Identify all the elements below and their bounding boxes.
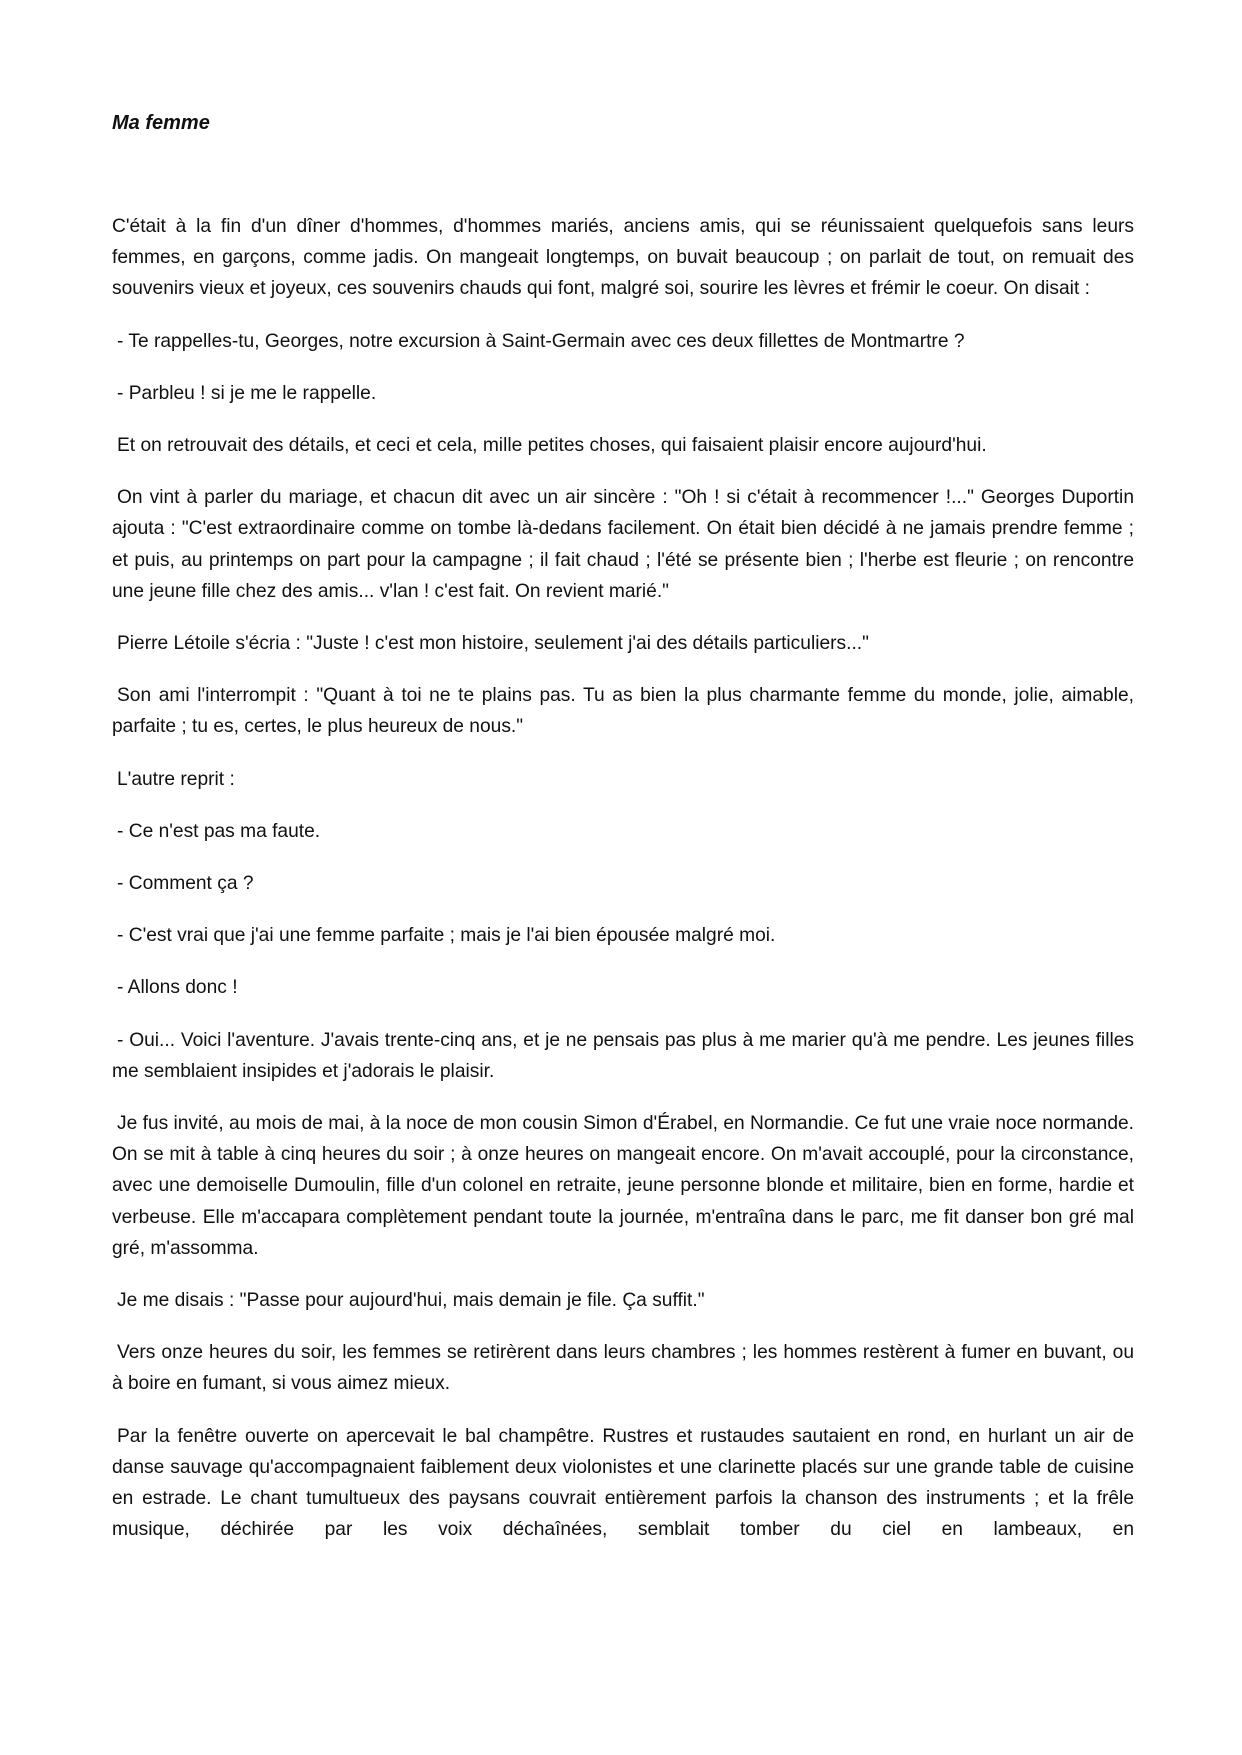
paragraph: - Ce n'est pas ma faute. xyxy=(117,820,321,842)
document-body xyxy=(112,211,1134,1546)
paragraph: Vers onze heures du soir, les femmes se retirèrent dans leurs chambres ; les hommes restèrent à fumer en buvant, ou à boire en fumant, si vous aimez mieux. xyxy=(112,1342,1134,1395)
paragraph: - Comment ça ? xyxy=(117,873,254,895)
paragraph: C'était à la fin d'un dîner d'hommes, d'hommes mariés, anciens amis, qui se réunissaient quelquefois sans leurs femmes, en garçons, comme jadis. On mangeait longtemps, on buvait beaucoup ; on parlait de tout, on remuait des souvenirs vieux et joyeux, ces souvenirs chauds qui font, malgré soi, sourire les lèvres et frémir le coeur. On disait : xyxy=(112,216,1134,300)
paragraph: On vint à parler du mariage, et chacun dit avec un air sincère : "Oh ! si c'était à recommencer !..." Georges Duportin ajouta : "C'est extraordinaire comme on tombe là-dedans facilement. On était bien décidé à ne jamais prendre femme ; et puis, au printemps on part pour la campagne ; il fait chaud ; l'été se présente bien ; l'herbe est fleurie ; on rencontre une jeune fille chez des amis... v'lan ! c'est fait. On revient marié." xyxy=(112,487,1134,602)
document-title: Ma femme xyxy=(112,112,210,134)
paragraph: Et on retrouvait des détails, et ceci et cela, mille petites choses, qui faisaient plaisir encore aujourd'hui. xyxy=(117,435,987,457)
paragraph: - Oui... Voici l'aventure. J'avais trente-cinq ans, et je ne pensais pas plus à me marier qu'à me pendre. Les jeunes filles me semblaient insipides et j'adorais le plaisir. xyxy=(112,1029,1134,1082)
paragraph: - Allons donc ! xyxy=(117,977,238,999)
paragraph: - Te rappelles-tu, Georges, notre excursion à Saint-Germain avec ces deux fillettes de Montmartre ? xyxy=(117,330,965,352)
paragraph: Je me disais : "Passe pour aujourd'hui, mais demain je file. Ça suffit." xyxy=(117,1290,705,1312)
document-page xyxy=(112,98,1134,1546)
paragraph: L'autre reprit : xyxy=(117,768,235,790)
paragraph: Pierre Létoile s'écria : "Juste ! c'est mon histoire, seulement j'ai des détails particuliers..." xyxy=(117,633,869,655)
paragraph: - Parbleu ! si je me le rappelle. xyxy=(117,382,377,404)
paragraph: Par la fenêtre ouverte on apercevait le bal champêtre. Rustres et rustaudes sautaient en rond, en hurlant un air de danse sauvage qu'accompagnaient faiblement deux violonistes et une clarinette placés sur une grande table de cuisine en estrade. Le chant tumultueux des paysans couvrait entièrement parfois la chanson des instruments ; et la frêle musique, déchirée par les voix déchaînées, semblait tomber du ciel en lambeaux, en xyxy=(112,1425,1134,1541)
paragraph: Son ami l'interrompit : "Quant à toi ne te plains pas. Tu as bien la plus charmante femme du monde, jolie, aimable, parfaite ; tu es, certes, le plus heureux de nous." xyxy=(112,685,1134,738)
paragraph: Je fus invité, au mois de mai, à la noce de mon cousin Simon d'Érabel, en Normandie. Ce fut une vraie noce normande. On se mit à table à cinq heures du soir ; à onze heures on mangeait encore. On m'avait accouplé, pour la circonstance, avec une demoiselle Dumoulin, fille d'un colonel en retraite, jeune personne blonde et militaire, bien en forme, hardie et verbeuse. Elle m'accapara complètement pendant toute la journée, m'entraîna dans le parc, me fit danser bon gré mal gré, m'assomma. xyxy=(112,1113,1134,1259)
paragraph: - C'est vrai que j'ai une femme parfaite ; mais je l'ai bien épousée malgré moi. xyxy=(117,925,776,947)
